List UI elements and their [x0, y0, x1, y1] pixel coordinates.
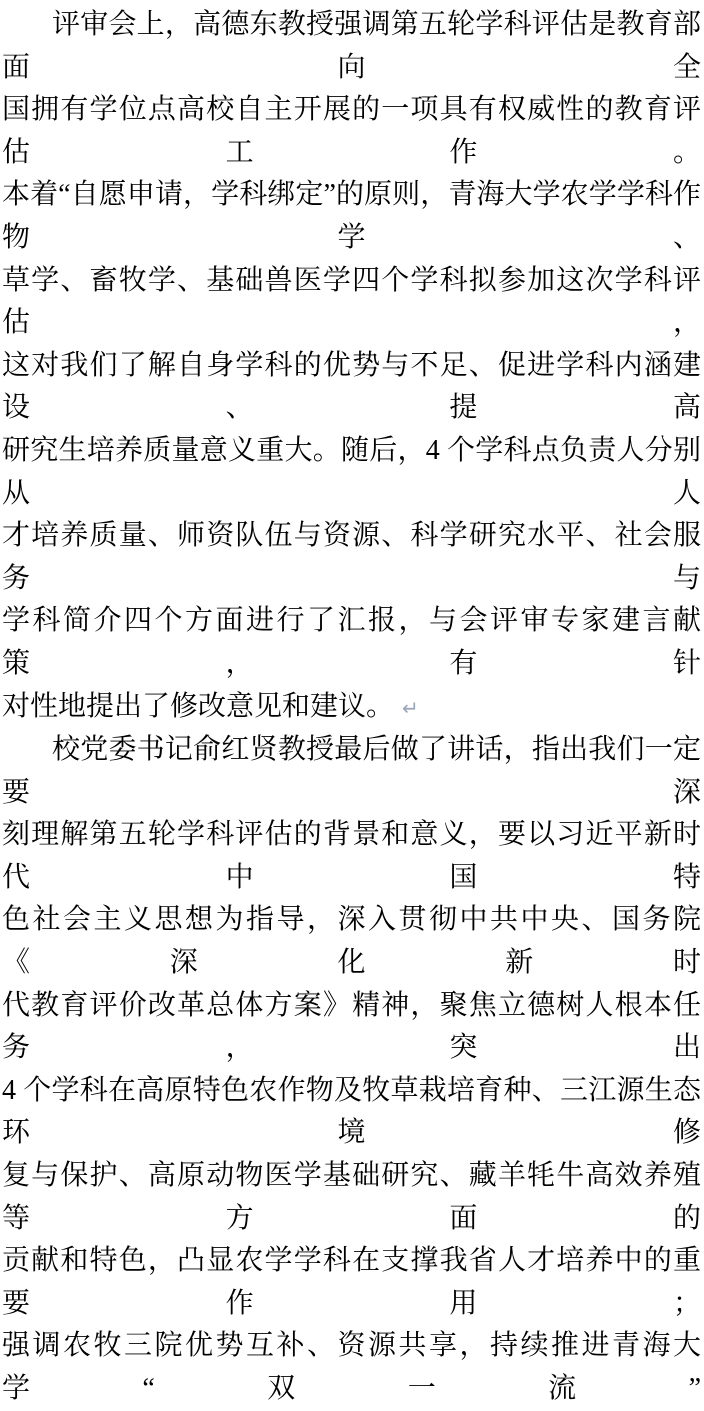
text-line — [2, 686, 701, 730]
line-text: 复与保护、高原动物医学基础研究、藏羊牦牛高效养殖等方面的 — [2, 1160, 701, 1234]
line-text: 评审会上，高德东教授强调第五轮学科评估是教育部面向全 — [2, 9, 701, 83]
line-text: 刻理解第五轮学科评估的背景和意义，要以习近平新时代中国特 — [2, 819, 701, 893]
line-text: 贡献和特色，凸显农学学科在支撑我省人才培养中的重要作用； — [2, 1245, 701, 1319]
text-line — [2, 1240, 701, 1325]
text-line — [2, 89, 701, 174]
text-line — [2, 430, 701, 515]
text-line — [2, 1070, 701, 1155]
text-line — [2, 174, 701, 259]
text-line — [2, 985, 701, 1070]
text-line — [2, 1325, 701, 1410]
line-text: 草学、畜牧学、基础兽医学四个学科拟参加这次学科评估， — [2, 264, 701, 339]
line-text: 本着“自愿申请，学科绑定”的原则，青海大学农学学科作物学、 — [2, 179, 701, 253]
line-text: 校党委书记俞红贤教授最后做了讲话，指出我们一定要深 — [2, 734, 701, 808]
text-line — [2, 1155, 701, 1240]
line-text: 这对我们了解自身学科的优势与不足、促进学科内涵建设、提高 — [2, 349, 701, 424]
text-line — [2, 515, 701, 600]
line-text: 学科简介四个方面进行了汇报，与会评审专家建言献策，有针 — [2, 605, 701, 679]
paragraph-mark-icon: ↵ — [402, 695, 419, 720]
line-text: 才培养质量、师资队伍与资源、科学研究水平、社会服务与 — [2, 520, 701, 594]
line-text: 强调农牧三院优势互补、资源共享，持续推进青海大学“双一流” — [2, 1330, 701, 1404]
text-line — [2, 260, 701, 345]
text-line — [2, 899, 701, 984]
text-line — [2, 600, 701, 685]
line-text: 色社会主义思想为指导，深入贯彻中共中央、国务院《深化新时 — [2, 904, 701, 979]
text-line — [2, 729, 701, 814]
line-text: 对性地提出了修改意见和建议。 — [2, 690, 395, 722]
text-line — [2, 814, 701, 899]
line-text: 代教育评价改革总体方案》精神，聚焦立德树人根本任务，突出 — [2, 989, 701, 1064]
text-line — [2, 345, 701, 430]
line-text: 4 个学科在高原特色农作物及牧草栽培育种、三江源生态环境修 — [2, 1074, 701, 1149]
line-text: 国拥有学位点高校自主开展的一项具有权威性的教育评估工作。 — [2, 94, 701, 168]
line-text: 研究生培养质量意义重大。随后，4 个学科点负责人分别从人 — [2, 434, 701, 509]
text-line — [2, 4, 701, 89]
